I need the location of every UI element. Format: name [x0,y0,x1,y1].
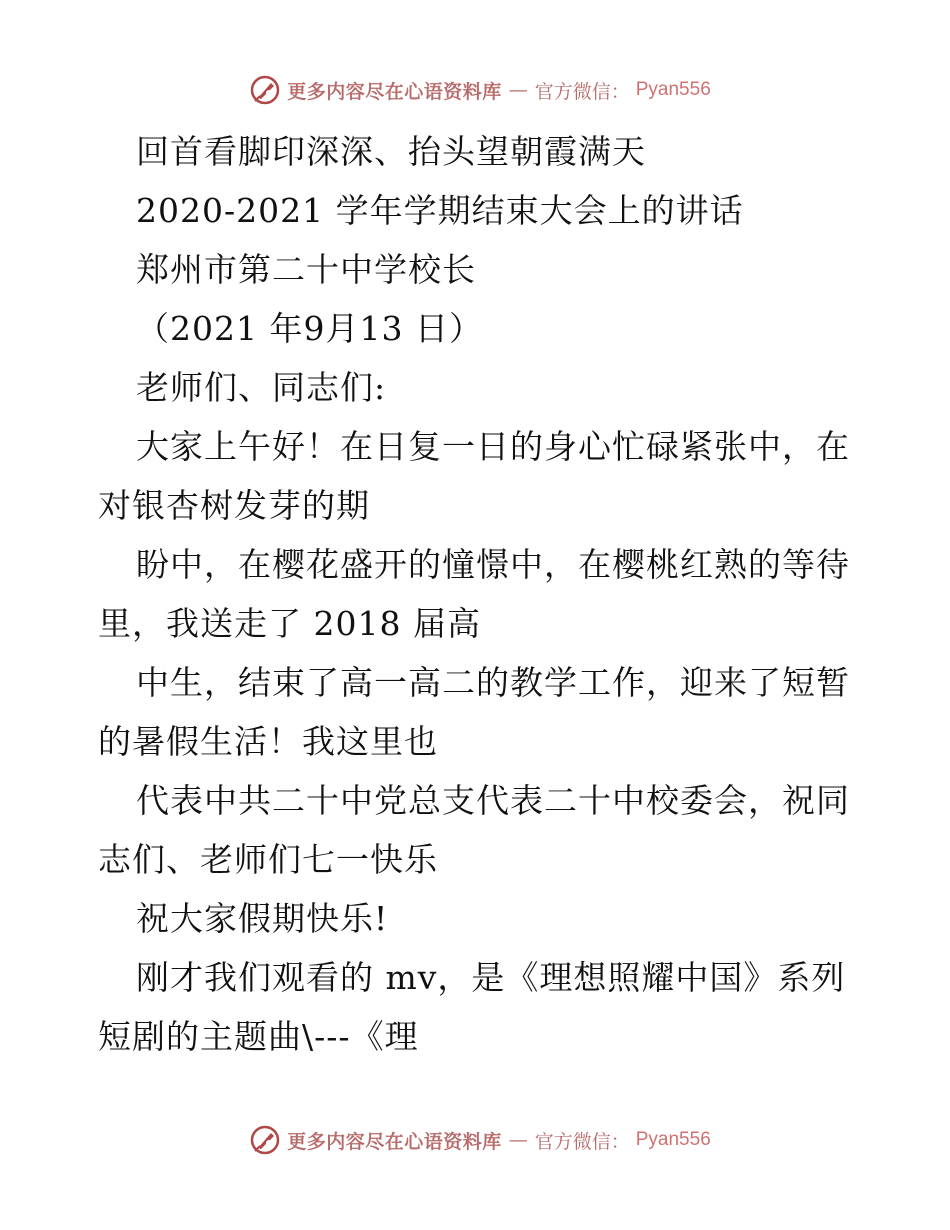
header-banner [0,70,950,110]
speaker-line: 郑州市第二十中学校长 [136,250,476,289]
wechat-label: 官方微信： [534,1130,630,1153]
paragraph-line: 刚才我们观看的 mv，是《理想照耀中国》系列 [136,958,846,997]
footer-banner [0,1120,950,1160]
paragraph-line: 对银杏树发芽的期 [98,486,370,525]
paragraph-line: 祝大家假期快乐! [136,899,389,938]
wechat-label: 官方微信： [534,80,630,103]
header-banner-content [249,74,711,106]
footer-banner-content [249,1124,711,1156]
site-name: 更多内容尽在心语资料库 [287,1130,502,1153]
wechat-id: Pyan556 [635,79,711,100]
speech-subtitle: 2020-2021 学年学期结束大会上的讲话 [136,191,744,230]
salutation: 老师们、同志们: [136,368,387,407]
date-line: （2021 年9月13 日） [136,309,483,348]
paragraph-line: 代表中共二十中党总支代表二十中校委会，祝同 [136,781,850,820]
paragraph-line: 盼中，在樱花盛开的憧憬中，在樱桃红熟的等待 [136,545,850,584]
paragraph-line: 志们、老师们七一快乐 [98,840,438,879]
speech-title: 回首看脚印深深、抬头望朝霞满天 [136,132,646,171]
feather-pen-logo-icon [249,1124,281,1156]
paragraph-line: 中生，结束了高一高二的教学工作，迎来了短暂 [136,663,850,702]
paragraph-line: 的暑假生活！我这里也 [98,722,438,761]
document-body [98,122,858,1066]
banner-dash: — [508,1129,528,1151]
paragraph-line: 短剧的主题曲\---《理 [98,1017,419,1056]
feather-pen-logo-icon [249,74,281,106]
paragraph-line: 里，我送走了 2018 届高 [98,604,481,643]
site-name: 更多内容尽在心语资料库 [287,80,502,103]
paragraph-line: 大家上午好！在日复一日的身心忙碌紧张中，在 [136,427,850,466]
banner-dash: — [508,79,528,101]
wechat-id: Pyan556 [635,1129,711,1150]
